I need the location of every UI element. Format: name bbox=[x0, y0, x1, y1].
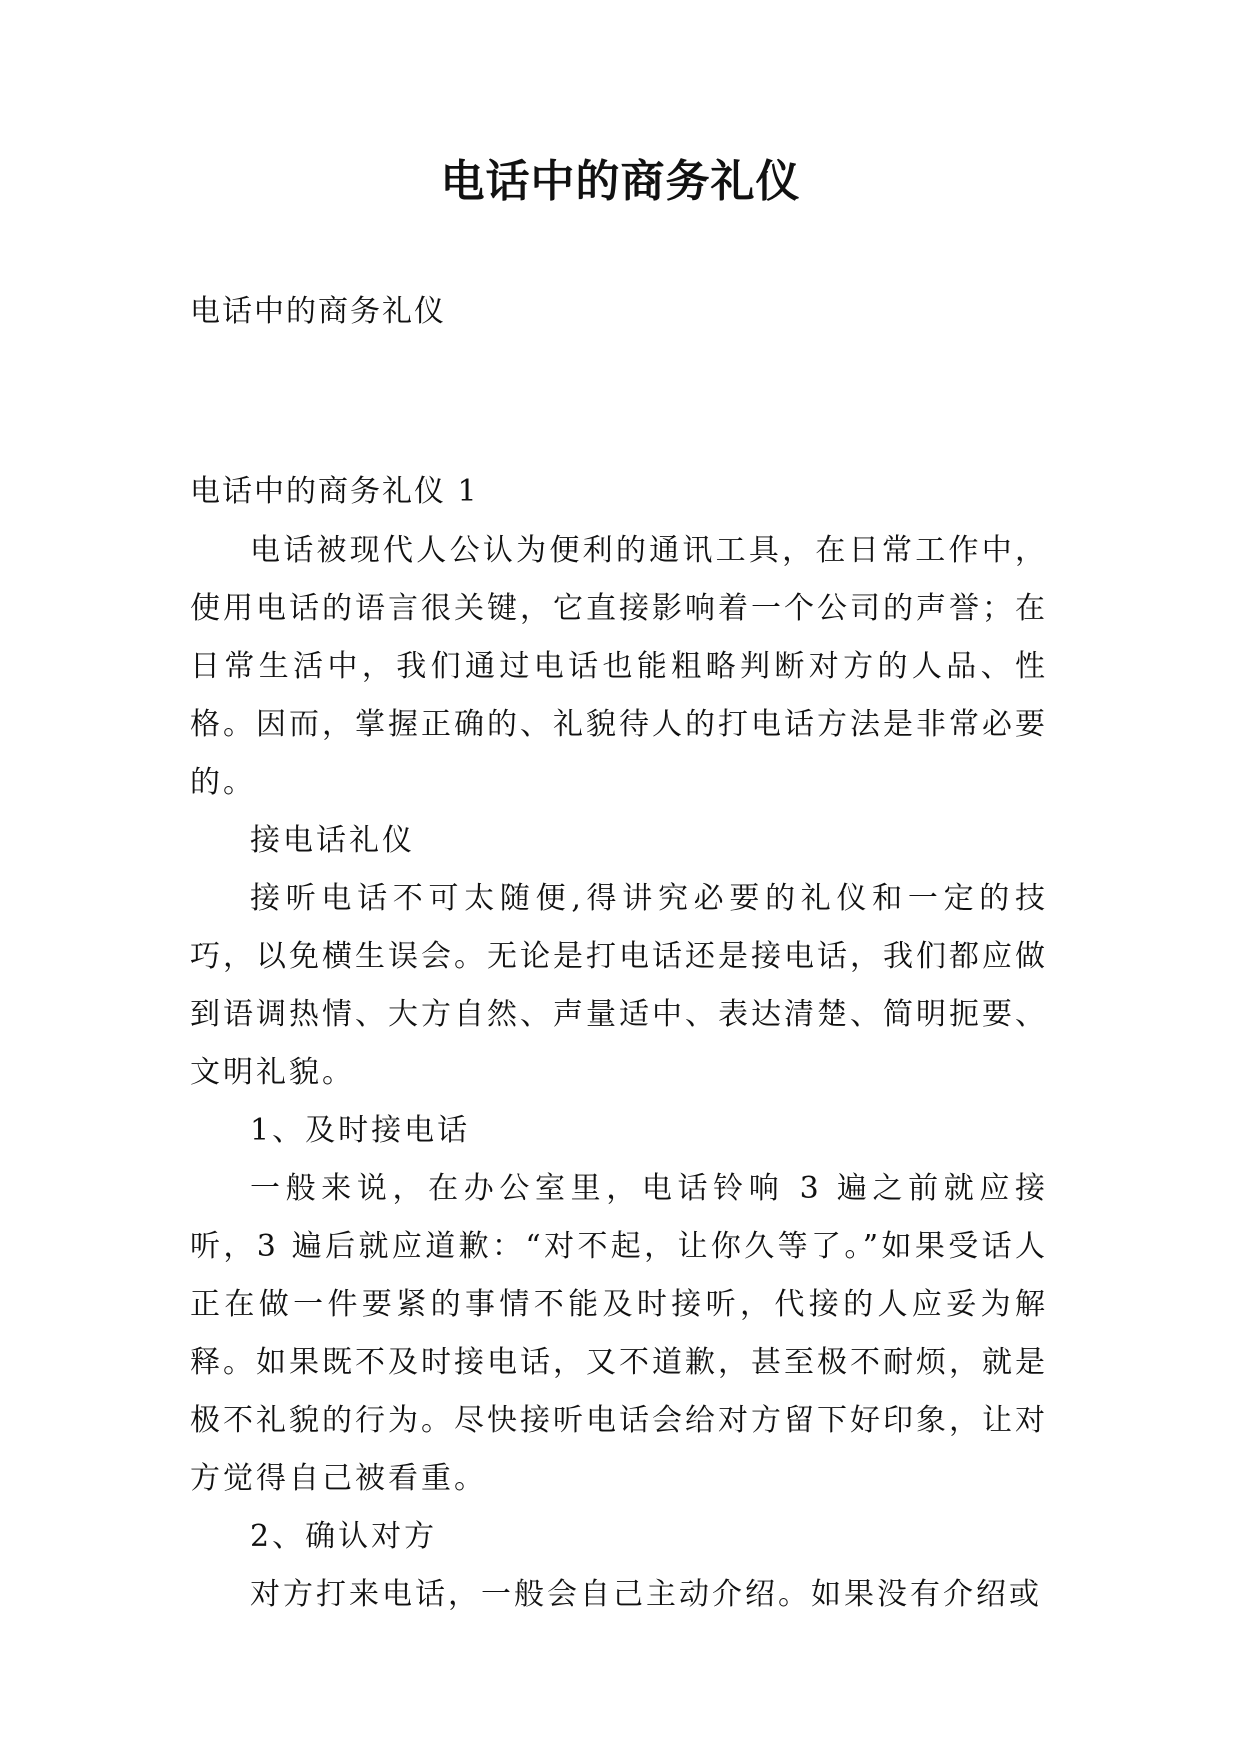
paragraph-heading-confirm-caller: 2、确认对方 bbox=[250, 1519, 438, 1554]
body-text bbox=[190, 522, 1048, 1624]
paragraph-answering-rules: 接听电话不可太随便,得讲究必要的礼仪和一定的技巧，以免横生误会。无论是打电话还是接电话，我们都应做到语调热情、大方自然、声量适中、表达清楚、简明扼要、文明礼貌。 bbox=[190, 881, 1048, 1090]
paragraph-timely-answer: 一般来说，在办公室里，电话铃响 3 遍之前就应接听，3 遍后就应道歉：“对不起，让你久等了。”如果受话人正在做一件要紧的事情不能及时接听，代接的人应妥为解释。如果既不及时接电话，又不道歉，甚至极不耐烦，就是极不礼貌的行为。尽快接听电话会给对方留下好印象，让对方觉得自己被看重。 bbox=[190, 1171, 1048, 1496]
paragraph-heading-answering-etiquette: 接电话礼仪 bbox=[250, 823, 415, 858]
document-subtitle: 电话中的商务礼仪 bbox=[190, 294, 446, 329]
paragraph-heading-timely-answer: 1、及时接电话 bbox=[250, 1113, 471, 1148]
section-heading: 电话中的商务礼仪 1 bbox=[190, 474, 479, 509]
document-title: 电话中的商务礼仪 bbox=[440, 156, 801, 207]
paragraph-intro: 电话被现代人公认为便利的通讯工具，在日常工作中，使用电话的语言很关键，它直接影响着一个公司的声誉；在日常生活中，我们通过电话也能粗略判断对方的人品、性格。因而，掌握正确的、礼貌待人的打电话方法是非常必要的。 bbox=[190, 533, 1048, 800]
paragraph-confirm-caller: 对方打来电话，一般会自己主动介绍。如果没有介绍或 bbox=[250, 1577, 1042, 1612]
